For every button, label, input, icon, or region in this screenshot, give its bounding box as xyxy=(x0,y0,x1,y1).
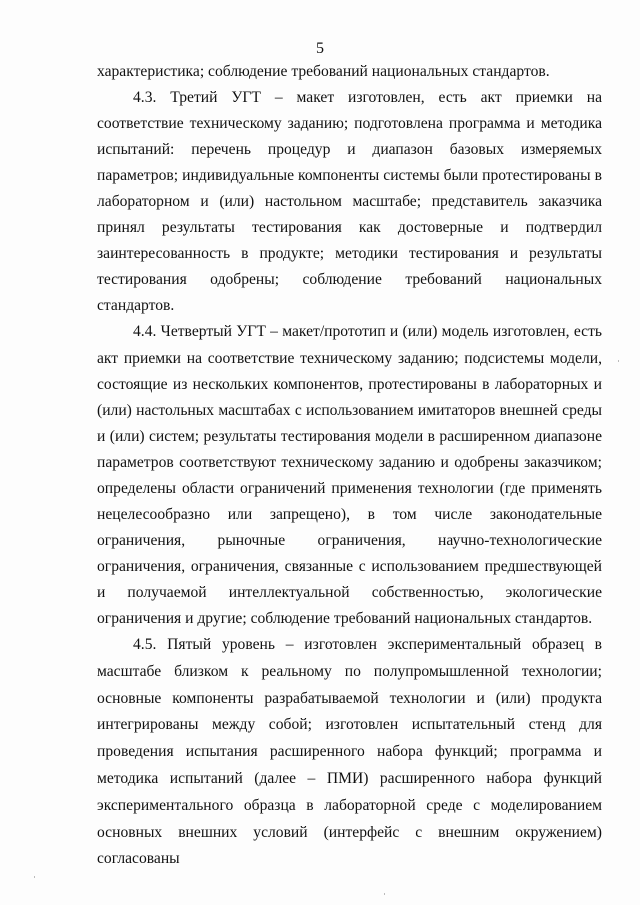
scan-speck xyxy=(384,893,385,895)
paragraph-4-3: 4.3. Третий УГТ – макет изготовлен, есть акт приемки на соответствие техническому заданию; подготовлена программа и методика испытаний: перечень процедур и диапазон базовых измеряемых параметров; индивидуальные компоненты системы были протестированы в лабораторном и (или) настольном масштабе; представитель заказчика принял результаты тестирования как достоверные и подтвердил заинтересованность в продукте; методики тестирования и результаты тестирования одобрены; соблюдение требований национальных стандартов. xyxy=(97,89,602,315)
paragraph-continuation: характеристика; соблюдение требований национальных стандартов. xyxy=(97,63,550,80)
scan-speck xyxy=(618,360,619,362)
paragraph-4-5: 4.5. Пятый уровень – изготовлен экспериментальный образец в масштабе близком к реальному по полупромышленной технологии; основные компоненты разрабатываемой технологии и (или) продукта интегрированы между собой; изготовлен испытательный стенд для проведения испытания расширенного набора функций; программа и методика испытаний (далее – ПМИ) расширенного набора функций экспериментального образца в лабораторной среде с моделированием основных внешних условий (интерфейс с внешним окружением) согласованы xyxy=(97,636,602,868)
scan-speck xyxy=(34,876,35,878)
page-number: 5 xyxy=(316,40,324,57)
paragraph-4-4: 4.4. Четвертый УГТ – макет/прототип и (или) модель изготовлен, есть акт приемки на соответствие техническому заданию; подсистемы модели, состоящие из нескольких компонентов, протестированы в лабораторных и (или) настольных масштабах с использованием имитаторов внешней среды и (или) систем; результаты тестирования модели в расширенном диапазоне параметров соответствуют техническому заданию и одобрены заказчиком; определены области ограничений применения технологии (где применять нецелесообразно или запрещено), в том числе законодательные ограничения, рыночные ограничения, научно-технологические ограничения, ограничения, связанные с использованием предшествующей и получаемой интеллектуальной собственностью, экологические ограничения и другие; соблюдение требований национальных стандартов. xyxy=(97,323,602,627)
document-body xyxy=(97,59,602,873)
